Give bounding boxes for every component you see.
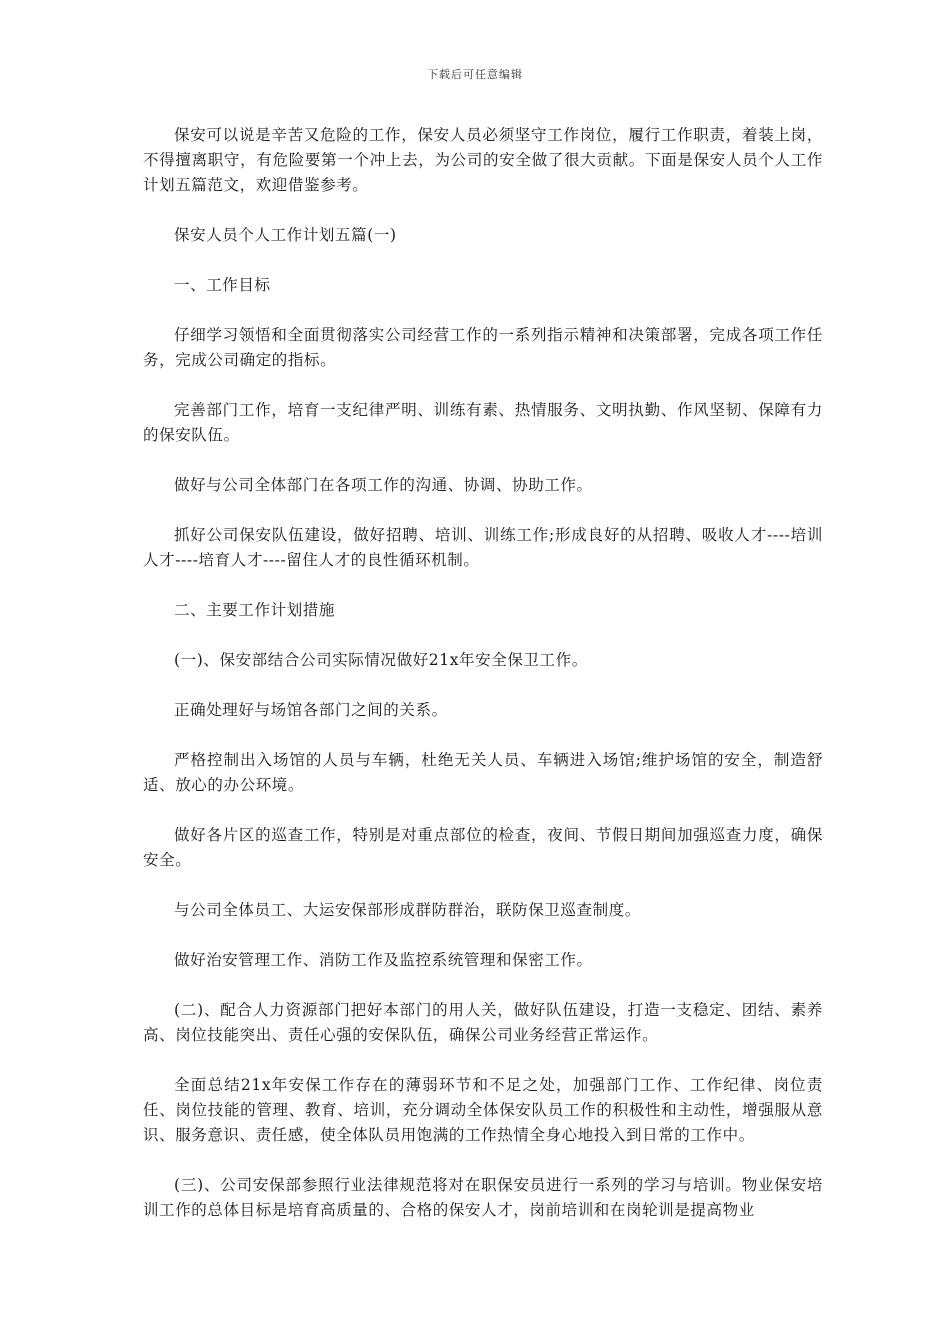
document-body <box>143 123 823 1248</box>
subheading-three: (三)、公司安保部参照行业法律规范将对在职保安员进行一系列的学习与培训。物业保安培训工作的总体目标是培育高质量的、合格的保安人才，岗前培训和在岗轮训是提高物业 <box>143 1176 823 1219</box>
heading-work-measures: 二、主要工作计划措施 <box>174 601 336 619</box>
paragraph: 严格控制出入场馆的人员与车辆，杜绝无关人员、车辆进入场馆;维护场馆的安全，制造舒适、放心的办公环境。 <box>143 751 823 794</box>
paragraph: 抓好公司保安队伍建设，做好招聘、培训、训练工作;形成良好的从招聘、吸收人才----培训人才----培育人才----留住人才的良性循环机制。 <box>143 526 823 569</box>
heading-work-goals: 一、工作目标 <box>174 276 271 294</box>
header-note: 下载后可任意编辑 <box>427 68 523 81</box>
subheading-one: (一)、保安部结合公司实际情况做好21x年安全保卫工作。 <box>174 651 588 669</box>
paragraph: 做好治安管理工作、消防工作及监控系统管理和保密工作。 <box>174 951 593 969</box>
paragraph: 全面总结21x年安保工作存在的薄弱环节和不足之处，加强部门工作、工作纪律、岗位责任、岗位技能的管理、教育、培训，充分调动全体保安队员工作的积极性和主动性，增强服从意识、服务意识、责任感，使全体队员用饱满的工作热情全身心地投入到日常的工作中。 <box>143 1076 823 1144</box>
paragraph: 正确处理好与场馆各部门之间的关系。 <box>174 701 448 719</box>
section-title: 保安人员个人工作计划五篇(一) <box>174 226 397 244</box>
paragraph: 仔细学习领悟和全面贯彻落实公司经营工作的一系列指示精神和决策部署，完成各项工作任务，完成公司确定的指标。 <box>143 326 823 369</box>
paragraph: 做好各片区的巡查工作，特别是对重点部位的检查，夜间、节假日期间加强巡查力度，确保安全。 <box>143 826 823 869</box>
paragraph: 做好与公司全体部门在各项工作的沟通、协调、协助工作。 <box>174 476 593 494</box>
paragraph: 完善部门工作，培育一支纪律严明、训练有素、热情服务、文明执勤、作风坚韧、保障有力的保安队伍。 <box>143 401 823 444</box>
paragraph: 与公司全体员工、大运安保部形成群防群治，联防保卫巡查制度。 <box>174 901 641 919</box>
intro-paragraph: 保安可以说是辛苦又危险的工作，保安人员必须坚守工作岗位，履行工作职责，着装上岗，不得擅离职守，有危险要第一个冲上去，为公司的安全做了很大贡献。下面是保安人员个人工作计划五篇范文，欢迎借鉴参考。 <box>143 126 823 194</box>
subheading-two: (二)、配合人力资源部门把好本部门的用人关，做好队伍建设，打造一支稳定、团结、素养高、岗位技能突出、责任心强的安保队伍，确保公司业务经营正常运作。 <box>143 1001 823 1044</box>
